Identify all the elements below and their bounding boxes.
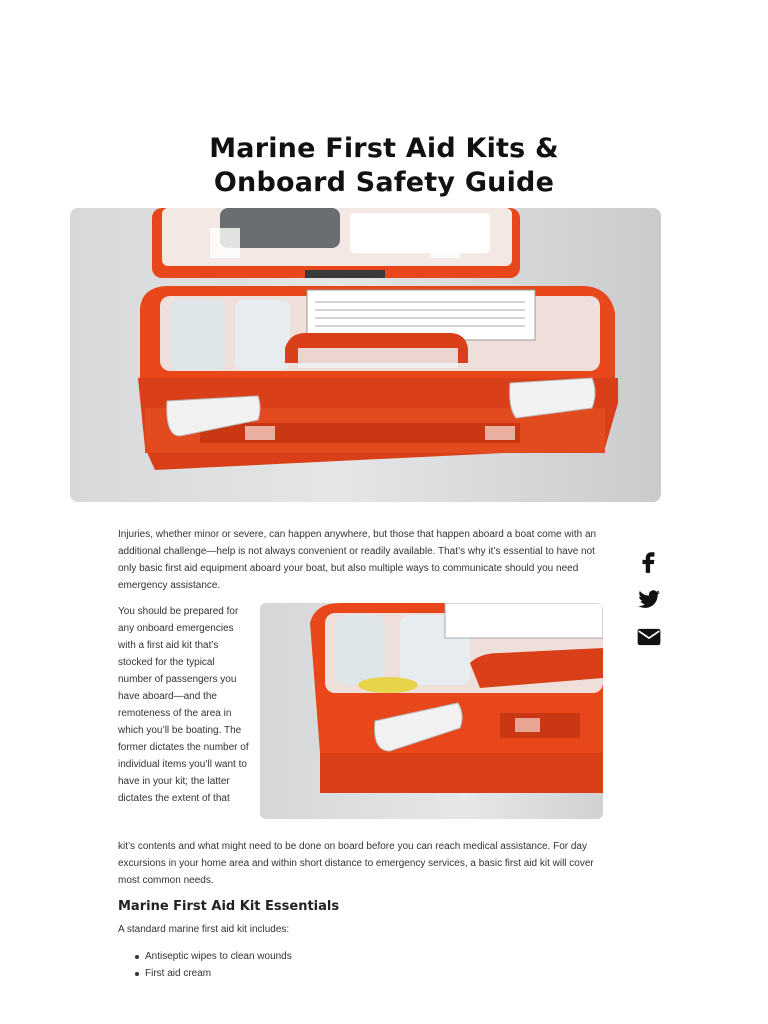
first-aid-kit-illustration (70, 208, 661, 502)
inline-image (260, 603, 603, 819)
twitter-icon (636, 586, 662, 612)
list-item: First aid cream (118, 965, 292, 982)
share-twitter-button[interactable] (636, 586, 662, 612)
article-title-line2: Onboard Safety Guide (213, 167, 555, 199)
share-email-button[interactable] (636, 624, 662, 650)
hero-image (70, 208, 661, 502)
article-title-line1: Marine First Aid Kits & (209, 133, 559, 165)
facebook-icon (636, 549, 662, 575)
paragraph-wrapped: You should be prepared for any onboard emergencies with a first aid kit that’s stocked for the typical number of passengers you have aboard—and the remoteness of the area in which you’ll be boating. The former dictates the number of individual items you’ll want to have in your kit; the latter dictates the extent of that (118, 606, 249, 804)
section-intro: A standard marine first aid kit includes: (118, 924, 290, 935)
paragraph-continued: kit’s contents and what might need to be done on board before you can reach medical assistance. For day excursions in your home area and within short distance to emergency services, a basic first aid kit will cover most common needs. (118, 841, 594, 886)
essentials-list (118, 948, 292, 982)
article-title (0, 132, 768, 200)
section-heading: Marine First Aid Kit Essentials (118, 899, 340, 914)
list-item: Antiseptic wipes to clean wounds (118, 948, 292, 965)
email-icon (636, 624, 662, 650)
first-aid-kit-closeup (260, 603, 603, 819)
paragraph-intro: Injuries, whether minor or severe, can happen anywhere, but those that happen aboard a boat come with an additional challenge—help is not always convenient or readily available. That’s why it’s essential to have not only basic first aid equipment aboard your boat, but also multiple ways to communicate should you need emergency assistance. (118, 529, 597, 591)
share-facebook-button[interactable] (636, 549, 662, 575)
